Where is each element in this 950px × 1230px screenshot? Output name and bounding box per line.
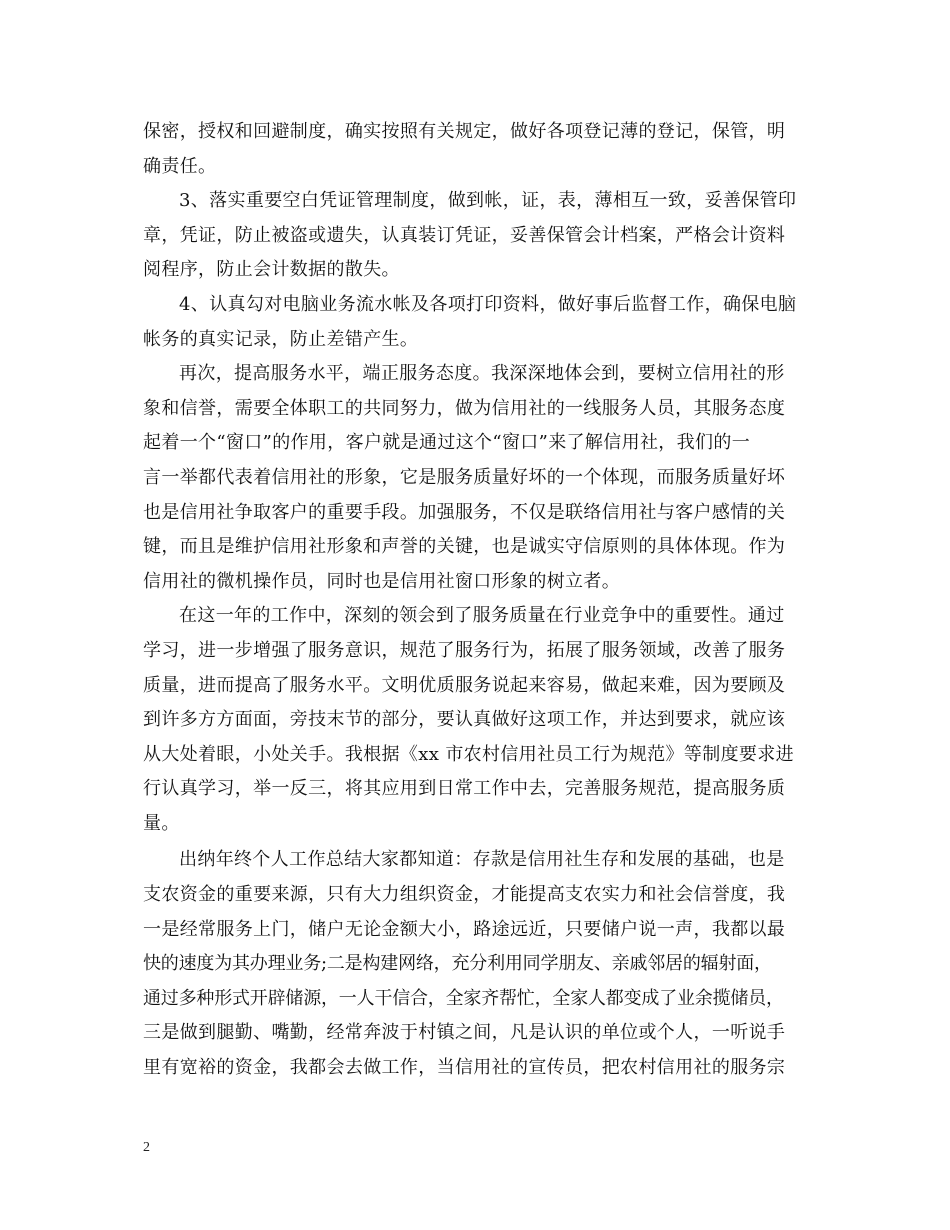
text-line: 量。 [143,812,180,834]
text-line: 言一举都代表着信用社的形象，它是服务质量好坏的一个体现，而服务质量好坏 [143,466,786,488]
text-line: 键，而且是维护信用社形象和声誉的关键，也是诚实守信原则的具体体现。作为 [143,536,786,558]
text-line: 再次，提高服务水平，端正服务态度。我深深地体会到，要树立信用社的形 [179,363,785,385]
text-line: 学习，进一步增强了服务意识，规范了服务行为，拓展了服务领域，改善了服务 [143,639,786,661]
text-line: 3、落实重要空白凭证管理制度，做到帐，证，表，薄相互一致，妥善保管印 [179,190,797,212]
text-line: 行认真学习，举一反三，将其应用到日常工作中去，完善服务规范，提高服务质 [143,778,786,800]
text-line: 出纳年终个人工作总结大家都知道：存款是信用社生存和发展的基础，也是 [179,849,785,871]
text-line: 保密，授权和回避制度，确实按照有关规定，做好各项登记薄的登记，保管，明 [143,121,786,142]
paragraph-service-quality [143,599,815,841]
text-line: 一是经常服务上门，储户无论金额大小，路途远近，只要储户说一声，我都以最 [143,918,786,940]
paragraph-confidentiality [143,115,815,184]
text-line: 确责任。 [143,155,217,177]
paragraph-item-4 [143,288,815,357]
text-line: 4、认真勾对电脑业务流水帐及各项打印资料，做好事后监督工作，确保电脑 [179,293,797,315]
text-line: 象和信誉，需要全体职工的共同努力，做为信用社的一线服务人员，其服务态度 [143,397,786,419]
page-number: 2 [143,1140,150,1155]
text-line: 支农资金的重要来源，只有大力组织资金，才能提高支农实力和社会信誉度，我 [143,884,786,906]
paragraph-item-3 [143,184,815,288]
text-line: 阅程序，防止会计数据的散失。 [143,259,400,281]
body-text [143,115,815,1086]
text-line: 通过多种形式开辟储源，一人干信合，全家齐帮忙，全家人都变成了业余揽储员， [143,987,784,1009]
text-line: 信用社的微机操作员，同时也是信用社窗口形象的树立者。 [143,570,621,592]
text-line: 从大处着眼，小处关手。我根据《xx 市农村信用社员工行为规范》等制度要求进 [143,743,794,765]
text-line: 帐务的真实记录，防止差错产生。 [143,328,419,350]
text-line: 质量，进而提高了服务水平。文明优质服务说起来容易，做起来难，因为要顾及 [143,674,786,696]
paragraph-service-attitude [143,357,815,599]
text-line: 到许多方方面面，旁技末节的部分，要认真做好这项工作，并达到要求，就应该 [143,709,786,731]
text-line: 起着一个“窗口”的作用，客户就是通过这个“窗口”来了解信用社，我们的一 [143,432,751,454]
text-line: 在这一年的工作中，深刻的领会到了服务质量在行业竞争中的重要性。通过 [179,605,785,627]
paragraph-deposits [143,843,815,1085]
text-line: 章，凭证，防止被盗或遗失，认真装订凭证，妥善保管会计档案，严格会计资料 [143,224,786,246]
text-line: 也是信用社争取客户的重要手段。加强服务，不仅是联络信用社与客户感情的关 [143,501,786,523]
text-line: 里有宽裕的资金，我都会去做工作，当信用社的宣传员，把农村信用社的服务宗 [143,1057,786,1079]
text-line: 快的速度为其办理业务;二是构建网络，充分利用同学朋友、亲戚邻居的辐射面， [143,953,772,975]
text-line: 三是做到腿勤、嘴勤，经常奔波于村镇之间，凡是认识的单位或个人，一听说手 [143,1022,786,1044]
